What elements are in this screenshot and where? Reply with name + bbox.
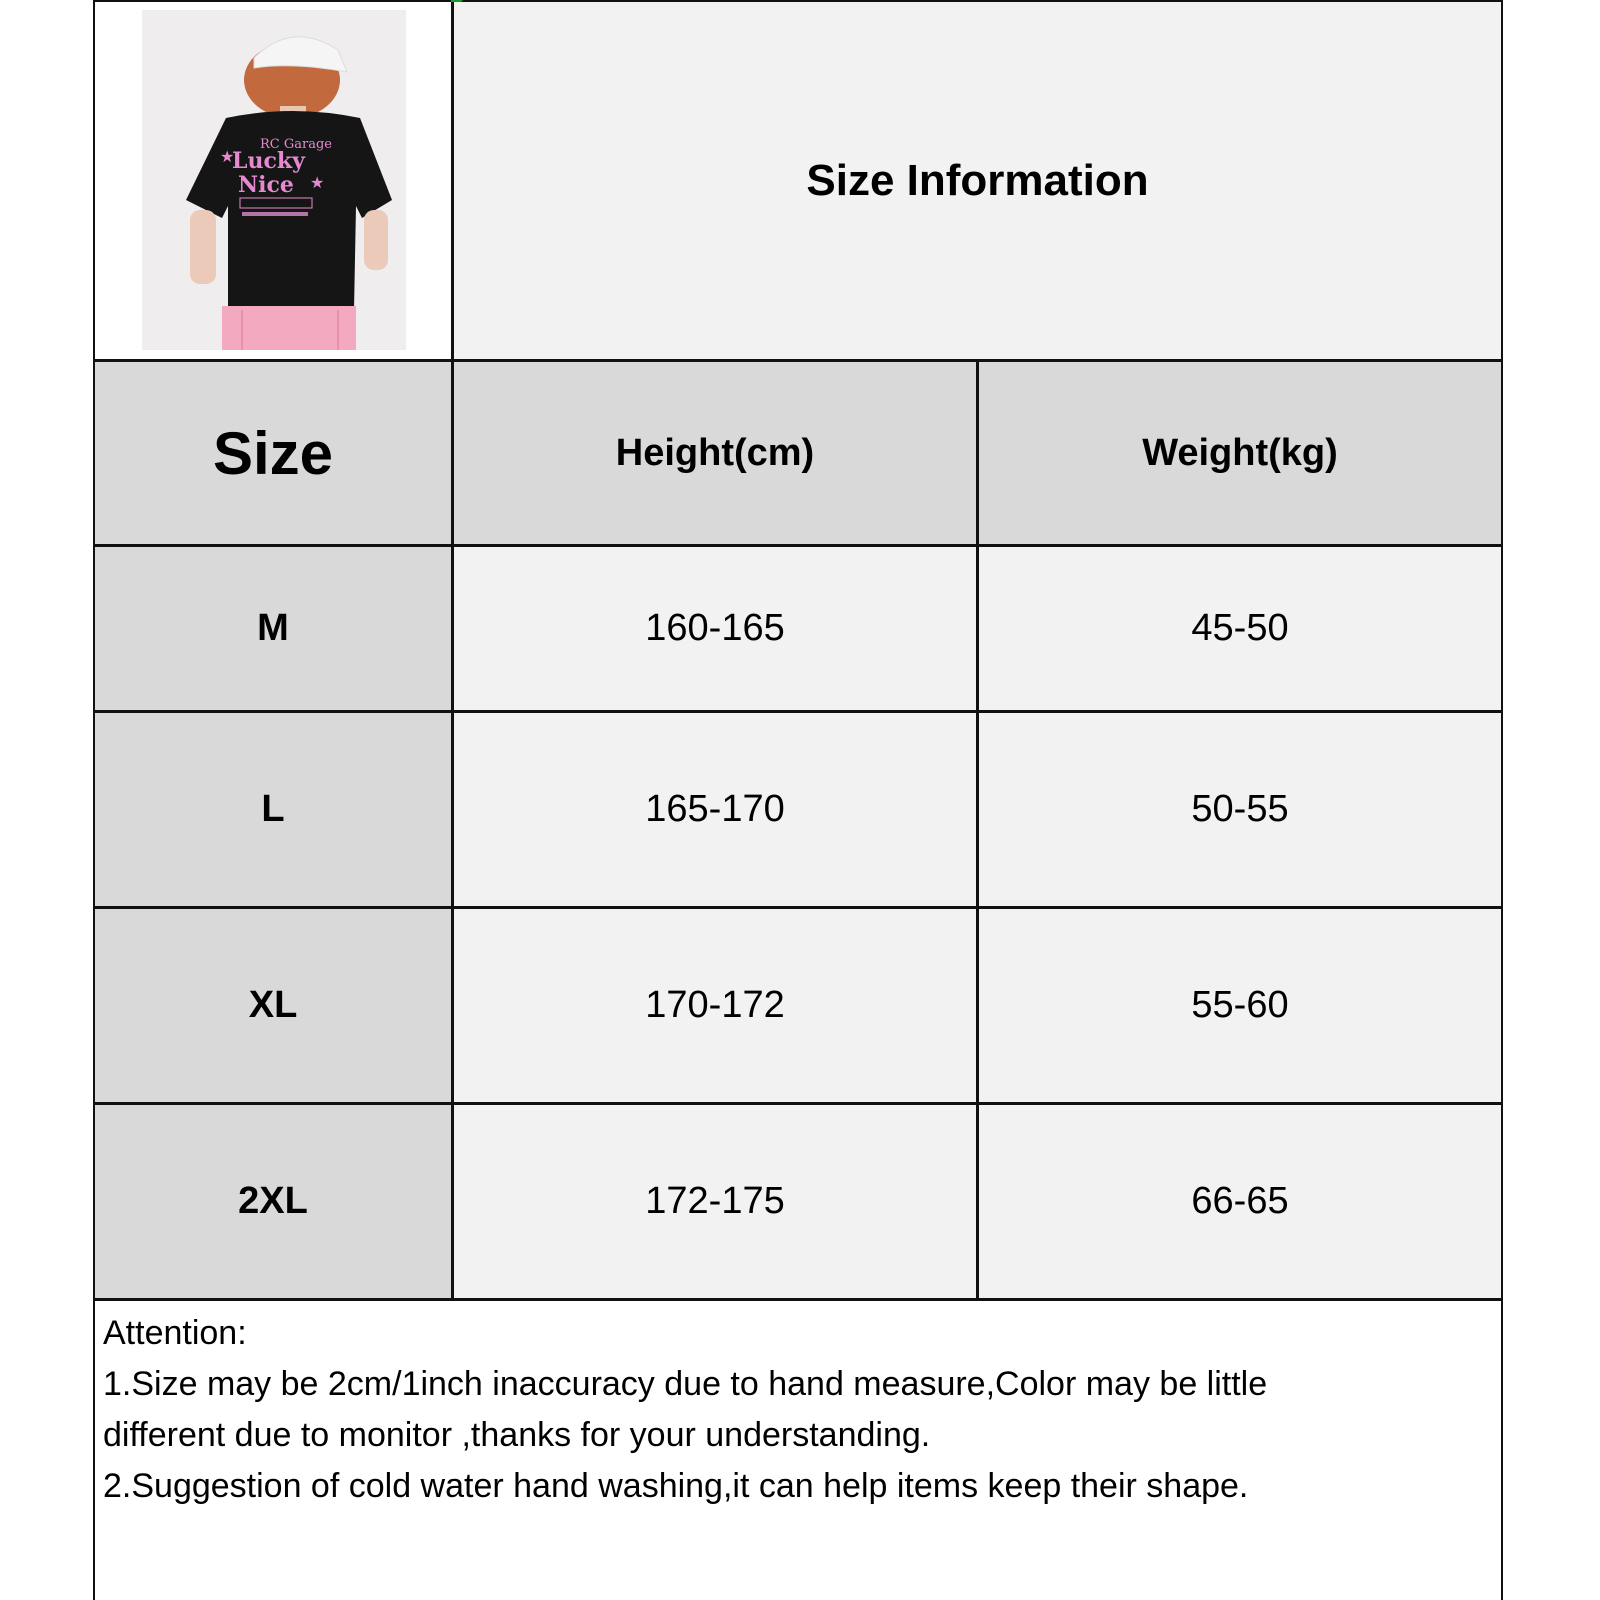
table-row-height (454, 909, 976, 1102)
table-row-weight (979, 1105, 1501, 1298)
product-photo (142, 10, 406, 350)
svg-text:★: ★ (310, 175, 325, 192)
table-row-height (454, 1105, 976, 1298)
header-size (95, 362, 451, 544)
table-row-size (95, 909, 451, 1102)
size-value: 2XL (238, 1180, 308, 1222)
height-value: 170-172 (645, 984, 785, 1026)
table-row-size (95, 1105, 451, 1298)
notes-line: 2.Suggestion of cold water hand washing,it can help items keep their shape. (103, 1467, 1249, 1505)
attention-notes (103, 1308, 1483, 1512)
weight-header-label: Weight(kg) (1142, 431, 1338, 474)
divider (451, 2, 454, 1301)
svg-text:Nice: Nice (238, 172, 294, 198)
notes-line: different due to monitor ,thanks for your understanding. (103, 1416, 931, 1454)
height-header-label: Height(cm) (615, 431, 815, 474)
header-height (454, 362, 976, 544)
divider (95, 906, 1501, 909)
tshirt-model-image (142, 10, 406, 350)
divider (95, 544, 1501, 547)
table-row-size (95, 547, 451, 710)
svg-text:RC Garage: RC Garage (260, 137, 332, 152)
height-value: 165-170 (645, 788, 785, 830)
divider (95, 359, 1501, 362)
height-value: 160-165 (645, 607, 785, 649)
table-row-height (454, 713, 976, 906)
size-value: XL (248, 984, 298, 1026)
divider (95, 1102, 1501, 1105)
notes-heading: Attention: (103, 1314, 247, 1352)
weight-value: 50-55 (1191, 788, 1289, 830)
svg-text:Lucky: Lucky (232, 148, 305, 174)
image-cell (95, 2, 451, 359)
size-header-label: Size (212, 419, 334, 487)
title-cell (454, 2, 1501, 359)
header-weight (979, 362, 1501, 544)
table-row-weight (979, 547, 1501, 710)
size-value: L (261, 788, 285, 830)
table-row-weight (979, 713, 1501, 906)
page-title: Size Information (806, 155, 1149, 205)
weight-value: 45-50 (1191, 607, 1289, 649)
notes-line: 1.Size may be 2cm/1inch inaccuracy due to hand measure,Color may be little (103, 1365, 1268, 1403)
divider (95, 710, 1501, 713)
size-value: M (257, 607, 289, 649)
weight-value: 55-60 (1191, 984, 1289, 1026)
weight-value: 66-65 (1191, 1180, 1289, 1222)
size-chart (93, 0, 1503, 1600)
divider (976, 359, 979, 1301)
table-row-size (95, 713, 451, 906)
height-value: 172-175 (645, 1180, 785, 1222)
table-row-weight (979, 909, 1501, 1102)
table-row-height (454, 547, 976, 710)
divider (95, 1298, 1501, 1301)
svg-text:★: ★ (220, 149, 235, 166)
